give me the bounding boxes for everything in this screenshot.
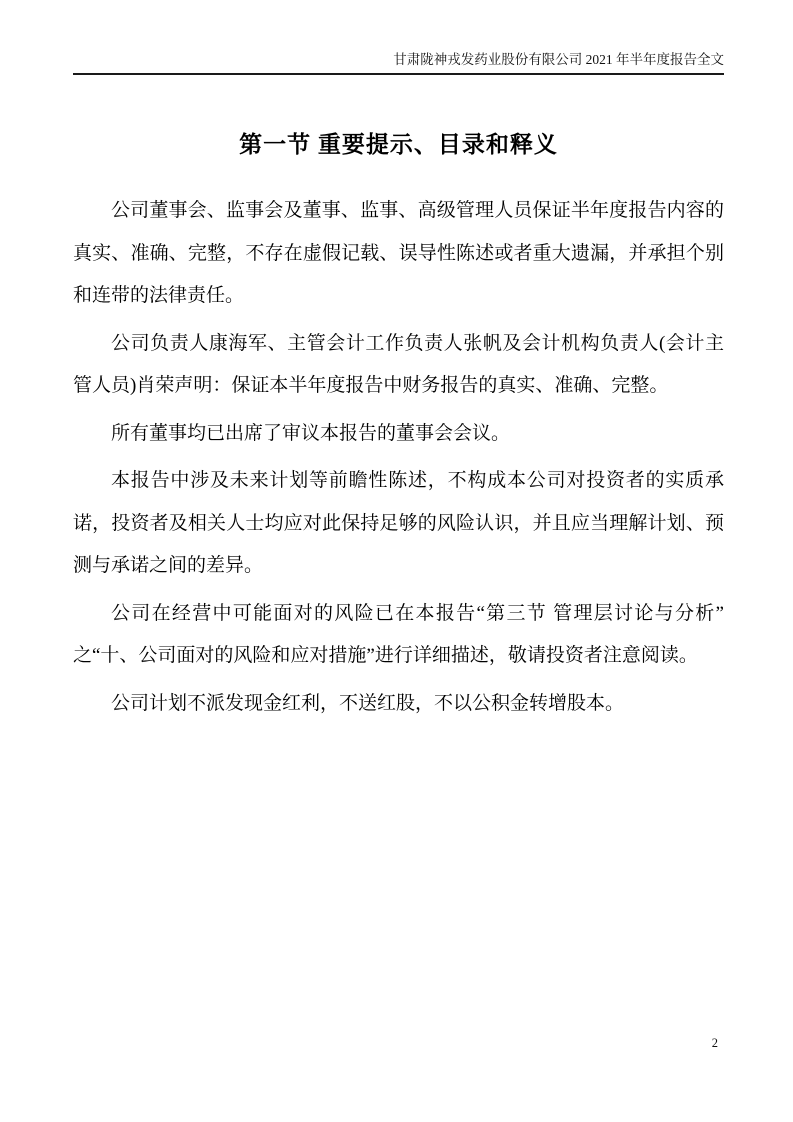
paragraph-dividend-plan: 公司计划不派发现金红利，不送红股，不以公积金转增股本。 — [111, 692, 625, 714]
paragraph-directors-attendance: 所有董事均已出席了审议本报告的董事会会议。 — [111, 422, 511, 444]
header-title: 甘肃陇神戎发药业股份有限公司 2021 年半年度报告全文 — [393, 52, 724, 67]
paragraph-risk-reference: 公司在经营中可能面对的风险已在本报告“第三节 管理层讨论与分析” 之“十、公司面对的风险和应对措施”进行详细描述，敬请投资者注意阅读。 — [73, 602, 724, 666]
page-number: 2 — [711, 1036, 718, 1050]
paragraph-responsible-persons: 公司负责人康海军、主管会计工作负责人张帆及会计机构负责人(会计主管人员)肖荣声明：保证本半年度报告中财务报告的真实、准确、完整。 — [73, 332, 724, 396]
paragraph-board-guarantee: 公司董事会、监事会及董事、监事、高级管理人员保证半年度报告内容的真实、准确、完整，不存在虚假记载、误导性陈述或者重大遗漏，并承担个别和连带的法律责任。 — [73, 200, 724, 306]
paragraph-forward-looking-statements: 本报告中涉及未来计划等前瞻性陈述，不构成本公司对投资者的实质承诺，投资者及相关人士均应对此保持足够的风险认识，并且应当理解计划、预测与承诺之间的差异。 — [73, 470, 724, 576]
page-header — [73, 50, 724, 75]
report-body — [73, 190, 724, 730]
section-title: 第一节 重要提示、目录和释义 — [239, 132, 558, 157]
page-footer — [73, 1036, 718, 1051]
